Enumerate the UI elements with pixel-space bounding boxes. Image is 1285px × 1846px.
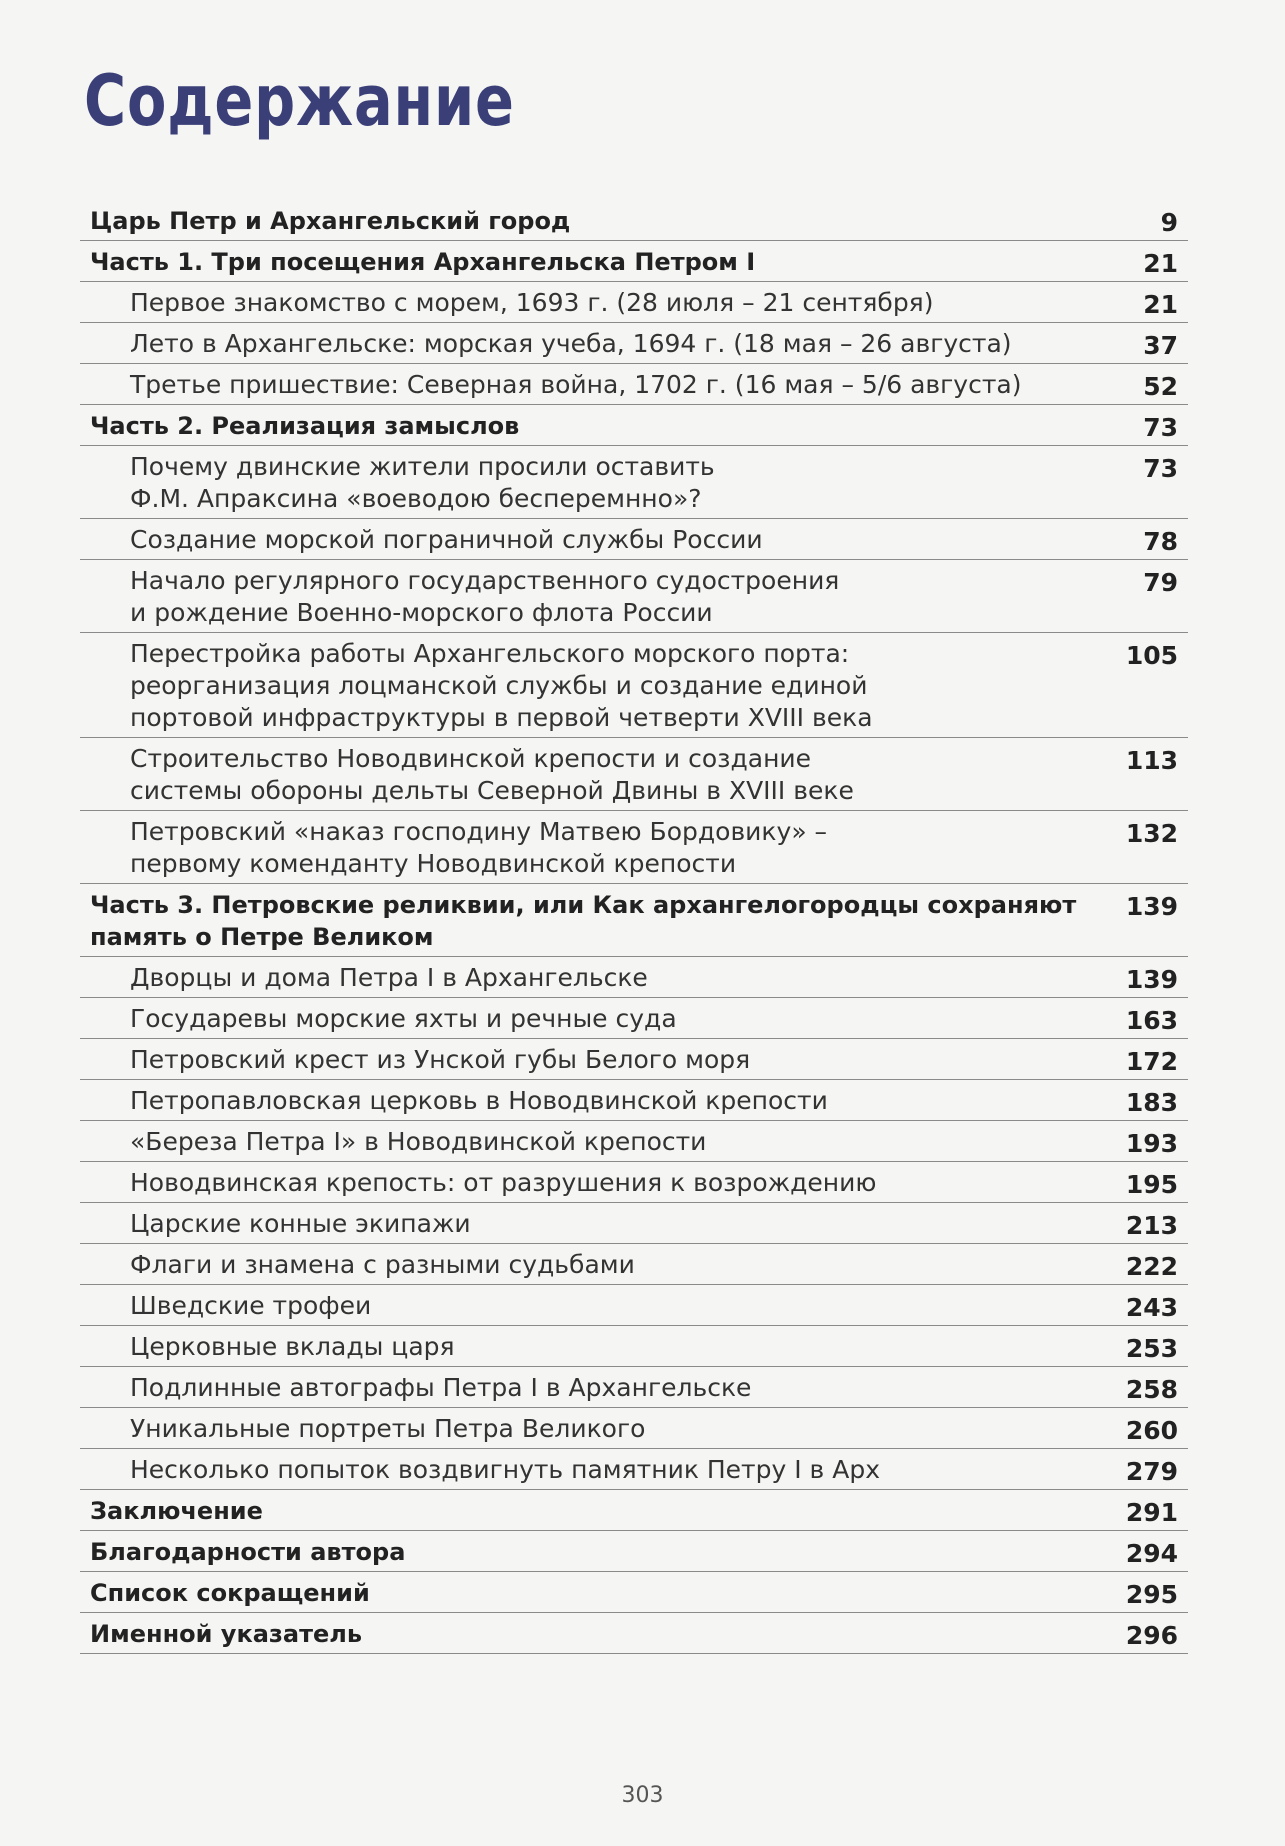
- toc-entry-title: Флаги и знамена с разными судьбами: [130, 1250, 635, 1279]
- toc-entry-page: 105: [1125, 641, 1178, 670]
- toc-entry-title: Заключение: [90, 1497, 263, 1525]
- toc-entry-title: Начало регулярного государственного судостроения и рождение Военно-морского флота России: [130, 566, 840, 627]
- toc-chapter-row: [80, 738, 1188, 811]
- toc-section-row: [80, 884, 1188, 957]
- toc-entry-title: Уникальные портреты Петра Великого: [130, 1414, 646, 1443]
- toc-entry-page: 172: [1125, 1047, 1178, 1076]
- toc-section-row: [80, 241, 1188, 282]
- toc-entry-page: 9: [1160, 208, 1178, 237]
- toc-entry-page: 296: [1125, 1621, 1178, 1650]
- toc-entry-page: 258: [1125, 1375, 1178, 1404]
- toc-entry-page: 195: [1125, 1170, 1178, 1199]
- toc-entry-title: Царские конные экипажи: [130, 1209, 471, 1238]
- toc-entry-title: Создание морской пограничной службы России: [130, 525, 763, 554]
- toc-chapter-row: [80, 1449, 1188, 1490]
- toc-entry-title: Лето в Архангельске: морская учеба, 1694 г. (18 мая – 26 августа): [130, 329, 1012, 358]
- toc-section-row: [80, 200, 1188, 241]
- toc-chapter-row: [80, 1203, 1188, 1244]
- toc-chapter-row: [80, 446, 1188, 519]
- toc-chapter-row: [80, 957, 1188, 998]
- toc-entry-title: Строительство Новодвинской крепости и создание системы обороны дельты Северной Двины в XVIII веке: [130, 744, 854, 805]
- toc-entry-page: 183: [1125, 1088, 1178, 1117]
- toc-entry-title: Список сокращений: [90, 1579, 370, 1607]
- toc-chapter-row: [80, 1285, 1188, 1326]
- toc-entry-page: 73: [1143, 413, 1178, 442]
- toc-chapter-row: [80, 560, 1188, 633]
- toc-entry-title: Часть 3. Петровские реликвии, или Как архангелогородцы сохраняют память о Петре Великом: [90, 891, 1077, 951]
- toc-chapter-row: [80, 1162, 1188, 1203]
- toc-entry-page: 163: [1125, 1006, 1178, 1035]
- toc-entry-title: Дворцы и дома Петра I в Архангельске: [130, 963, 648, 992]
- toc-entry-page: 294: [1125, 1539, 1178, 1568]
- page-title: Содержание: [84, 60, 515, 142]
- toc-chapter-row: [80, 282, 1188, 323]
- toc-entry-page: 52: [1143, 372, 1178, 401]
- toc-entry-title: Подлинные автографы Петра I в Архангельске: [130, 1373, 752, 1402]
- toc-chapter-row: [80, 364, 1188, 405]
- toc-chapter-row: [80, 1326, 1188, 1367]
- toc-entry-title: Благодарности автора: [90, 1538, 406, 1566]
- toc-entry-page: 113: [1125, 746, 1178, 775]
- toc-chapter-row: [80, 1408, 1188, 1449]
- toc-entry-title: Перестройка работы Архангельского морского порта: реорганизация лоцманской службы и создание единой портовой инфраструктуры в первой четверти XVIII века: [130, 639, 873, 732]
- toc-section-row: [80, 1490, 1188, 1531]
- toc-entry-page: 78: [1143, 527, 1178, 556]
- toc-entry-page: 291: [1125, 1498, 1178, 1527]
- toc-entry-title: Именной указатель: [90, 1620, 363, 1648]
- toc-entry-title: Новодвинская крепость: от разрушения к возрождению: [130, 1168, 877, 1197]
- toc-entry-page: 260: [1125, 1416, 1178, 1445]
- toc-chapter-row: [80, 1121, 1188, 1162]
- toc-entry-page: 79: [1143, 568, 1178, 597]
- toc-entry-page: 21: [1143, 290, 1178, 319]
- toc-entry-title: Петровский крест из Унской губы Белого моря: [130, 1045, 751, 1074]
- toc-chapter-row: [80, 998, 1188, 1039]
- toc-chapter-row: [80, 633, 1188, 738]
- toc-entry-title: Шведские трофеи: [130, 1291, 372, 1320]
- toc-entry-title: Почему двинские жители просили оставить Ф.М. Апраксина «воеводою бесперемнно»?: [130, 452, 715, 513]
- toc-entry-title: Царь Петр и Архангельский город: [90, 207, 571, 235]
- toc-entry-page: 21: [1143, 249, 1178, 278]
- toc-entry-page: 37: [1143, 331, 1178, 360]
- toc-entry-title: Часть 1. Три посещения Архангельска Петром I: [90, 248, 756, 276]
- toc-section-row: [80, 1613, 1188, 1654]
- toc-entry-page: 132: [1125, 819, 1178, 848]
- toc-entry-title: Церковные вклады царя: [130, 1332, 455, 1361]
- toc-chapter-row: [80, 1244, 1188, 1285]
- toc-entry-title: Третье пришествие: Северная война, 1702 г. (16 мая – 5/6 августа): [130, 370, 1022, 399]
- toc-entry-page: 139: [1125, 965, 1178, 994]
- toc-chapter-row: [80, 323, 1188, 364]
- toc-entry-page: 253: [1125, 1334, 1178, 1363]
- toc-entry-page: 139: [1125, 892, 1178, 921]
- table-of-contents: [80, 200, 1188, 1654]
- toc-chapter-row: [80, 519, 1188, 560]
- toc-entry-title: Петровский «наказ господину Матвею Бордовику» – первому коменданту Новодвинской крепости: [130, 817, 828, 878]
- toc-entry-page: 279: [1125, 1457, 1178, 1486]
- toc-section-row: [80, 1572, 1188, 1613]
- toc-entry-title: Первое знакомство с морем, 1693 г. (28 июля – 21 сентября): [130, 288, 934, 317]
- toc-entry-page: 295: [1125, 1580, 1178, 1609]
- toc-entry-title: Петропавловская церковь в Новодвинской крепости: [130, 1086, 828, 1115]
- toc-chapter-row: [80, 811, 1188, 884]
- toc-section-row: [80, 1531, 1188, 1572]
- toc-entry-page: 222: [1125, 1252, 1178, 1281]
- toc-entry-page: 73: [1143, 454, 1178, 483]
- toc-entry-title: Государевы морские яхты и речные суда: [130, 1004, 677, 1033]
- toc-chapter-row: [80, 1039, 1188, 1080]
- toc-section-row: [80, 405, 1188, 446]
- toc-entry-page: 243: [1125, 1293, 1178, 1322]
- page-number: 303: [621, 1783, 664, 1808]
- toc-entry-title: Часть 2. Реализация замыслов: [90, 412, 520, 440]
- toc-entry-page: 213: [1125, 1211, 1178, 1240]
- toc-entry-title: Несколько попыток воздвигнуть памятник Петру I в Арх: [130, 1455, 880, 1484]
- toc-chapter-row: [80, 1367, 1188, 1408]
- toc-chapter-row: [80, 1080, 1188, 1121]
- toc-entry-page: 193: [1125, 1129, 1178, 1158]
- toc-entry-title: «Береза Петра I» в Новодвинской крепости: [130, 1127, 707, 1156]
